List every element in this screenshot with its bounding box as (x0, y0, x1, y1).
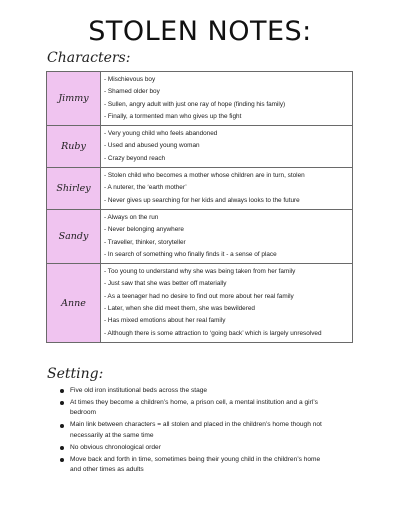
character-notes-sandy (101, 209, 353, 263)
setting-list-item (60, 398, 360, 419)
character-note: - Although there is some attraction to ‘going back’ which is largely unresolved (104, 329, 322, 337)
character-note: - Traveller, thinker, storyteller (104, 238, 186, 246)
character-name-shirley: Shirley (47, 168, 101, 210)
character-note: - Too young to understand why she was being taken from her family (104, 268, 296, 276)
bullet-icon (60, 389, 64, 393)
setting-text-continued: bedroom (70, 409, 97, 417)
characters-table (46, 71, 353, 343)
bullet-icon (60, 424, 64, 428)
character-note: - Shamed older boy (104, 88, 160, 96)
setting-text: At times they become a children’s home, a prison cell, a mental institution and a girl’s (70, 398, 318, 406)
character-notes-ruby (101, 126, 353, 168)
character-notes-jimmy (101, 72, 353, 126)
character-note: - As a teenager had no desire to find out more about her real family (104, 292, 294, 300)
setting-text-continued: necessarily at the same time (70, 431, 154, 439)
character-notes-shirley (101, 168, 353, 210)
setting-list (60, 386, 360, 477)
character-note: - Never gives up searching for her kids and always looks to the future (104, 196, 300, 204)
setting-text: Five old iron institutional beds across the stage (70, 387, 208, 394)
setting-list-item (60, 443, 360, 454)
character-row-sandy (47, 209, 353, 263)
character-note: - A nuterer, the ‘earth mother’ (104, 184, 187, 192)
character-note: - Very young child who feels abandoned (104, 130, 218, 138)
character-note: - Always on the run (104, 213, 159, 221)
setting-text-continued: and other times as adults (70, 466, 144, 474)
character-note: - Sullen, angry adult with just one ray of hope (finding his family) (104, 100, 286, 108)
character-row-jimmy (47, 72, 353, 126)
setting-heading: Setting: (47, 366, 104, 382)
character-note: - Used and abused young woman (104, 142, 200, 150)
character-row-ruby (47, 126, 353, 168)
setting-text: No obvious chronological order (70, 443, 161, 451)
setting-list-item (60, 420, 360, 441)
page-title: STOLEN NOTES: (88, 16, 312, 47)
character-note: - Just saw that she was better off materially (104, 280, 227, 288)
setting-text: Main link between characters = all stolen and placed in the children’s home though not (70, 421, 322, 429)
character-name-jimmy: Jimmy (47, 72, 101, 126)
character-note: - Later, when she did meet them, she was bewildered (104, 305, 255, 313)
character-row-anne (47, 264, 353, 343)
bullet-icon (60, 401, 64, 405)
setting-list-item (60, 386, 360, 397)
character-note: - Stolen child who becomes a mother whose children are in turn, stolen (104, 172, 305, 180)
character-note: - Has mixed emotions about her real family (104, 317, 226, 325)
bullet-icon (60, 458, 64, 462)
character-row-shirley (47, 168, 353, 210)
setting-text: Move back and forth in time, sometimes being their young child in the children’s home (70, 455, 321, 463)
character-note: - Mischievous boy (104, 76, 156, 83)
character-note: - Crazy beyond reach (104, 154, 166, 162)
setting-list-item (60, 455, 360, 476)
character-name-sandy: Sandy (47, 209, 101, 263)
character-name-ruby: Ruby (47, 126, 101, 168)
characters-heading: Characters: (47, 50, 131, 66)
bullet-icon (60, 446, 64, 450)
character-note: - In search of something who finally finds it - a sense of place (104, 250, 277, 258)
character-notes-anne (101, 264, 353, 343)
character-name-anne: Anne (47, 264, 101, 343)
character-note: - Finally, a tormented man who gives up the fight (104, 112, 242, 120)
character-note: - Never belonging anywhere (104, 226, 184, 234)
